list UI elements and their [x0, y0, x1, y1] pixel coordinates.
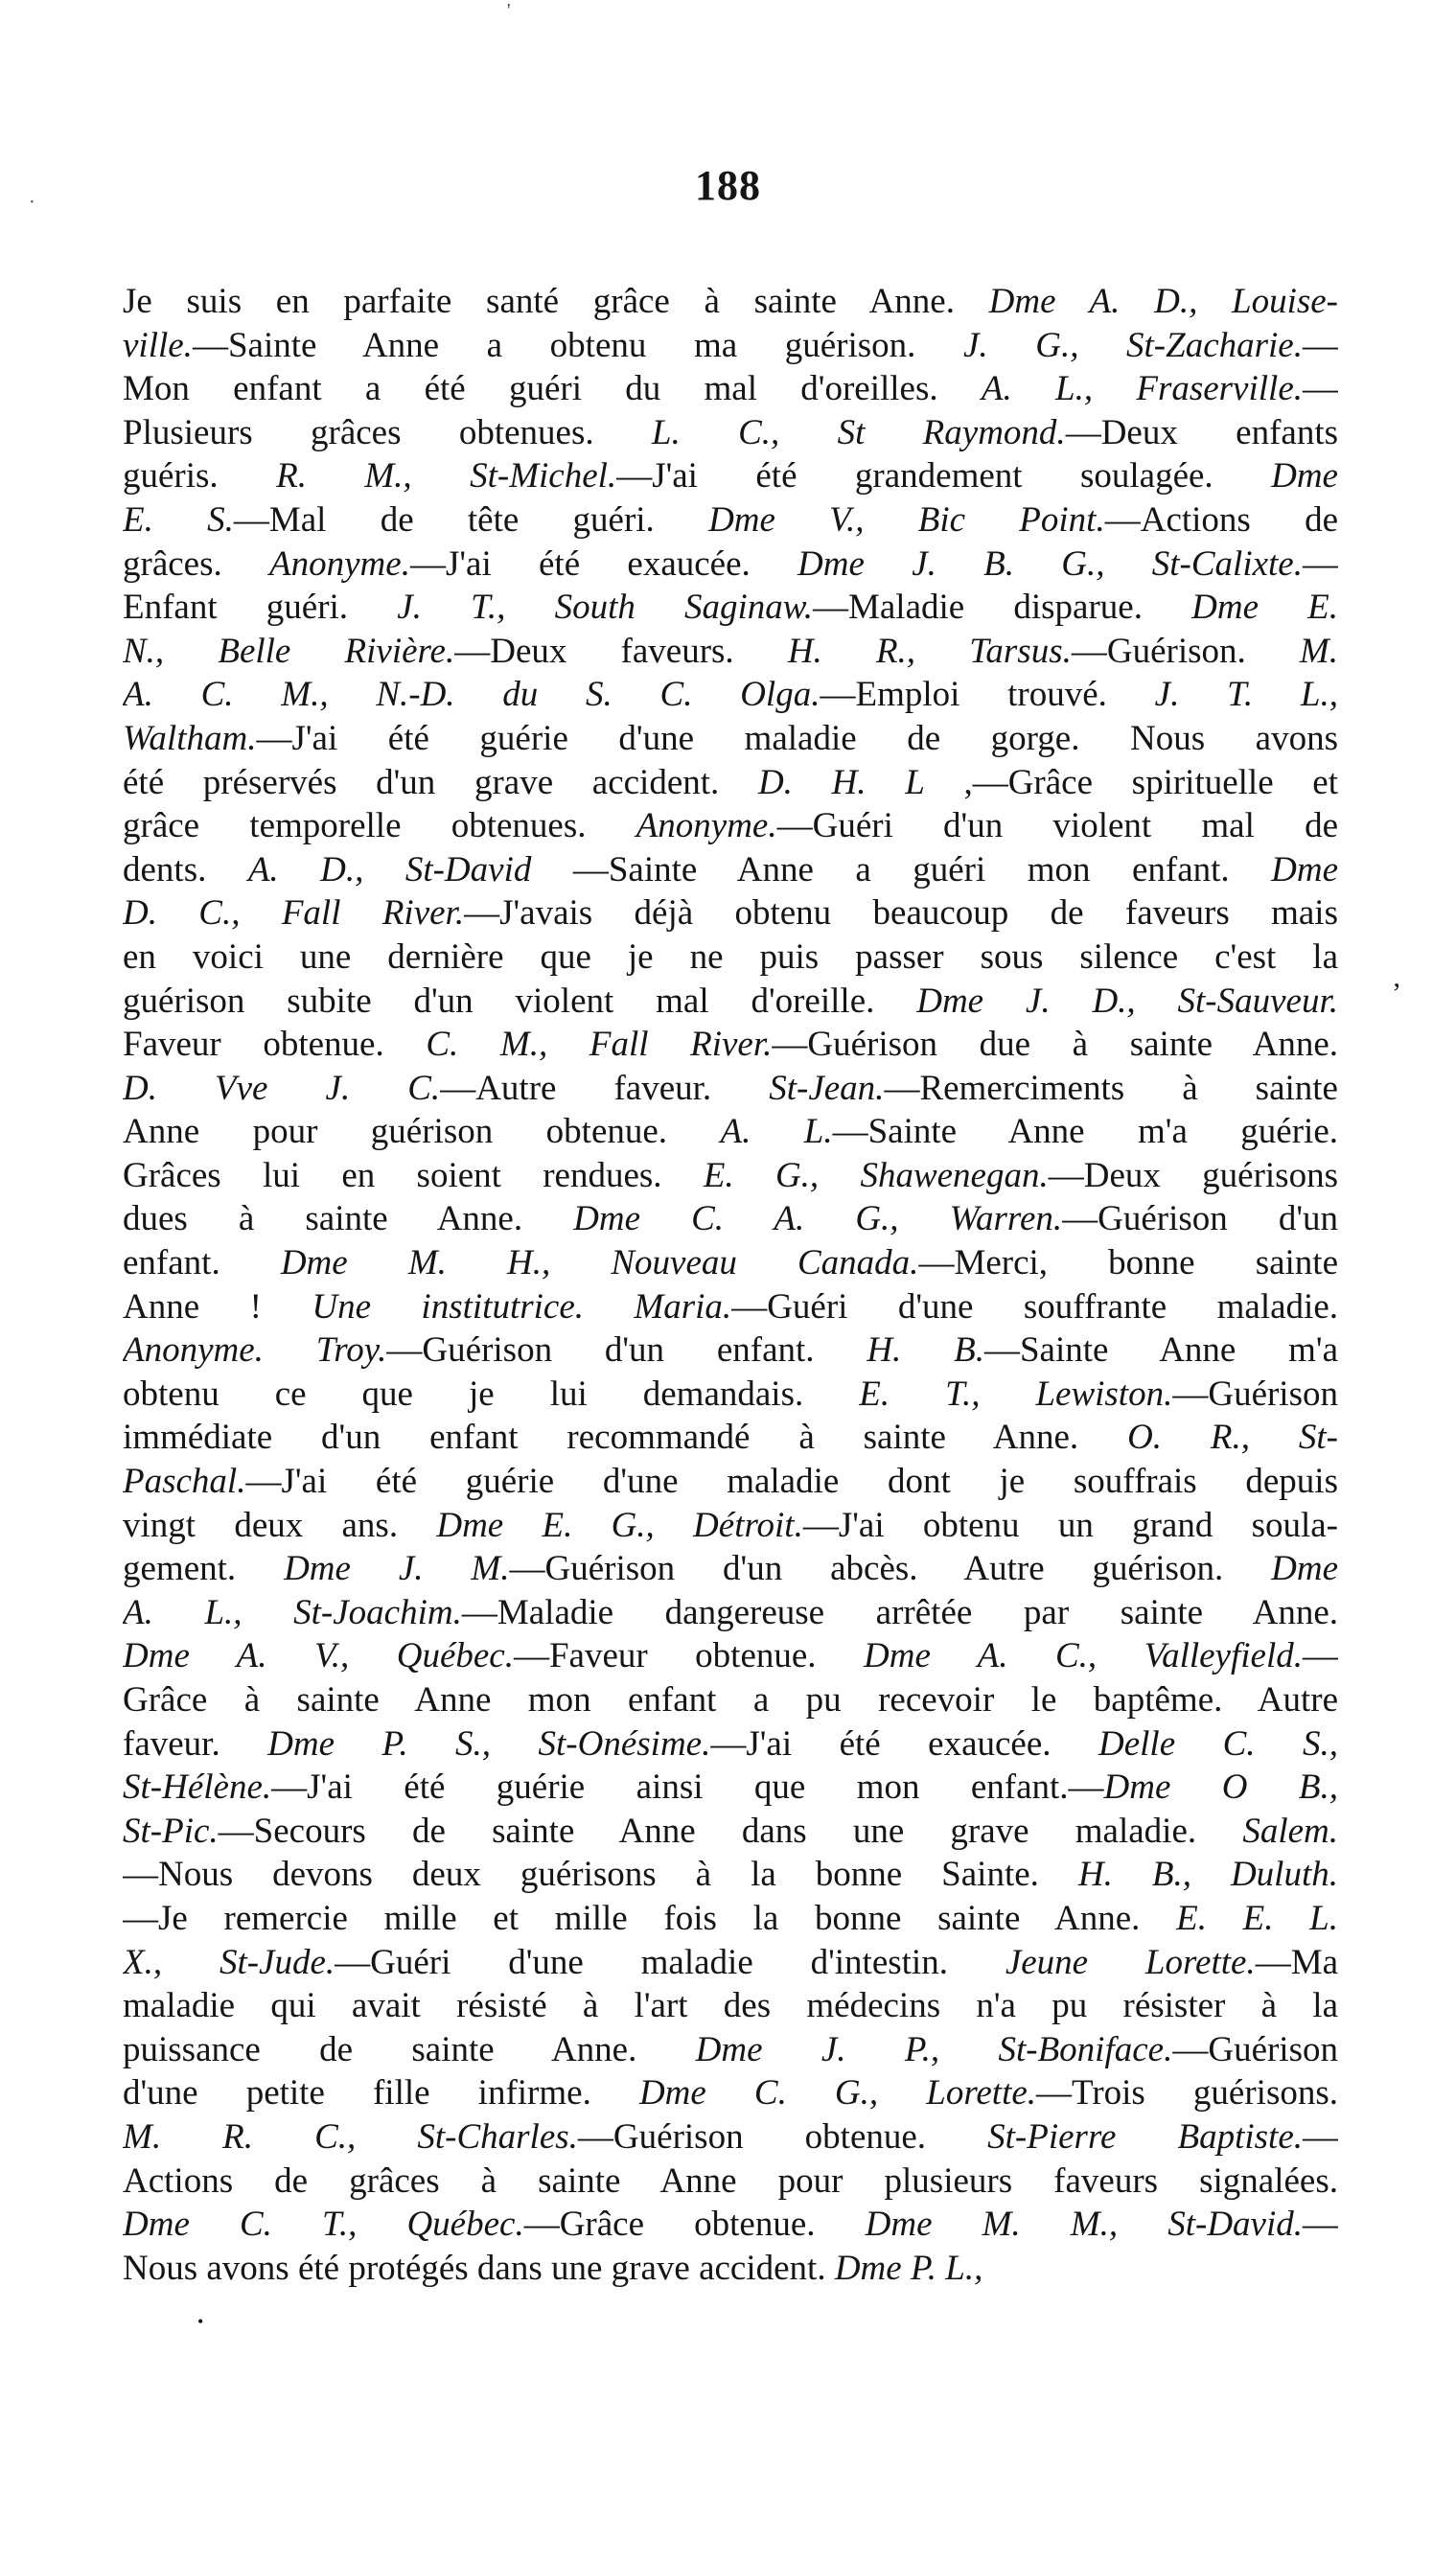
text-run: —: [1303, 1636, 1338, 1676]
text-run: —Trois guérisons.: [1036, 2073, 1338, 2114]
italic-attribution: Dme P. L.,: [834, 2248, 983, 2288]
text-line: [123, 673, 1338, 717]
ink-dot-mark: •: [197, 2312, 204, 2331]
text-run: —Guéri d'une souffrante maladie.: [731, 1286, 1338, 1327]
italic-attribution: L. C., St Raymond.: [651, 412, 1066, 452]
italic-attribution: N., Belle Rivière.: [123, 631, 455, 671]
text-run: gement.: [123, 1549, 285, 1589]
left-edge-mark: ·: [29, 192, 35, 213]
italic-attribution: Dme M. H., Nouveau Canada.: [280, 1243, 919, 1283]
text-run: —Nous devons deux guérisons à la bonne Sainte.: [123, 1855, 1078, 1895]
text-run: —J'ai été grandement soulagée.: [616, 456, 1272, 497]
text-run: dues à sainte Anne.: [123, 1199, 574, 1239]
page-number: 188: [695, 162, 761, 209]
text-line: [123, 1853, 1338, 1897]
text-line: [123, 1023, 1338, 1067]
text-run: —Guérison.: [1071, 631, 1300, 671]
text-run: —: [1303, 369, 1338, 409]
text-line: [123, 1373, 1338, 1417]
italic-attribution: Dme P. S., St-Onésime.: [267, 1723, 711, 1764]
italic-attribution: J. T., South Saginaw.: [397, 588, 813, 628]
text-line: [123, 2160, 1338, 2204]
italic-attribution: Dme J. M.: [284, 1549, 510, 1589]
italic-attribution: Dme M. M., St-David.: [865, 2205, 1303, 2245]
italic-attribution: A. D., St-David: [247, 849, 532, 889]
text-run: —Guéri d'un violent mal de: [776, 806, 1338, 846]
text-line: [123, 543, 1338, 587]
italic-attribution: Dme A. C., Valleyfield.: [864, 1636, 1303, 1676]
text-line: [123, 804, 1338, 848]
italic-attribution: H. B.: [867, 1330, 984, 1371]
italic-attribution: D. H. L: [757, 762, 925, 802]
text-line: [123, 1110, 1338, 1154]
text-run: dents.: [123, 849, 248, 889]
text-run: puissance de sainte Anne.: [123, 2029, 696, 2069]
text-line: [123, 2071, 1338, 2115]
text-line: [123, 936, 1338, 980]
text-line: [123, 1285, 1338, 1329]
text-run: —Deux enfants: [1065, 412, 1338, 452]
text-line: [123, 848, 1338, 892]
text-line: [123, 367, 1338, 411]
italic-attribution: Dme A. D., Louise-: [988, 282, 1338, 321]
text-line: [123, 761, 1338, 805]
text-run: vingt deux ans.: [123, 1505, 437, 1545]
italic-attribution: Dme: [1271, 456, 1338, 497]
italic-attribution: Dme J. P., St-Boniface.: [695, 2029, 1173, 2069]
text-run: —Maladie disparue.: [812, 588, 1192, 628]
text-line: [123, 324, 1338, 368]
text-line: [123, 1416, 1338, 1460]
italic-attribution: Jeune Lorette.: [1005, 1942, 1256, 1982]
text-line: [123, 2028, 1338, 2072]
italic-attribution: E. S.: [123, 499, 234, 540]
italic-attribution: M.: [1299, 631, 1338, 671]
text-run: Je suis en parfaite santé grâce à sainte Anne.: [123, 282, 989, 321]
text-run: —: [1303, 2205, 1338, 2245]
italic-attribution: Delle C. S.,: [1098, 1723, 1338, 1764]
text-run: —J'ai été guérie d'une maladie de gorge. Nous avons: [256, 718, 1338, 758]
text-run: —Guérison d'un abcès. Autre guérison.: [509, 1549, 1272, 1589]
text-run: Nous avons été protégés dans une grave accident.: [123, 2248, 835, 2288]
italic-attribution: Anonyme.: [636, 806, 777, 846]
text-run: Anne pour guérison obtenue.: [123, 1112, 721, 1152]
italic-attribution: Paschal.: [123, 1462, 246, 1502]
text-run: —Remerciments à sainte: [884, 1068, 1338, 1108]
italic-attribution: Dme: [1271, 1549, 1338, 1589]
italic-attribution: Salem.: [1242, 1811, 1338, 1851]
text-line: [123, 1941, 1338, 1985]
text-run: —Autre faveur.: [440, 1068, 770, 1108]
text-run: guéris.: [123, 456, 277, 497]
italic-attribution: Une institutrice. Maria.: [312, 1286, 732, 1327]
text-run: —Deux faveurs.: [454, 631, 788, 671]
text-run: ,—Grâce spirituelle et: [924, 762, 1338, 802]
italic-attribution: J. T. L.,: [1154, 675, 1338, 715]
italic-attribution: Dme: [1271, 849, 1338, 889]
text-run: —J'ai obtenu un grand soula-: [802, 1505, 1338, 1545]
italic-attribution: Dme O B.,: [1103, 1767, 1338, 1808]
text-run: —: [1302, 325, 1338, 365]
text-run: —Guérison obtenue.: [577, 2116, 988, 2157]
text-run: —Sainte Anne a obtenu ma guérison.: [192, 325, 963, 365]
text-run: —Deux guérisons: [1048, 1155, 1338, 1195]
text-run: Grâce à sainte Anne mon enfant a pu recevoir le baptême. Autre: [123, 1680, 1338, 1720]
text-run: —Guérison: [1172, 2029, 1338, 2069]
text-run: obtenu ce que je lui demandais.: [123, 1374, 860, 1414]
text-run: —J'ai été exaucée.: [710, 1723, 1098, 1764]
italic-attribution: H. R., Tarsus.: [787, 631, 1072, 671]
text-line: [123, 411, 1338, 455]
text-line: [123, 1241, 1338, 1285]
italic-attribution: St-Pierre Baptiste.: [987, 2116, 1303, 2157]
text-line: [123, 1067, 1338, 1111]
italic-attribution: E. T., Lewiston.: [859, 1374, 1173, 1414]
text-line: [123, 1460, 1338, 1504]
text-line: [123, 2115, 1338, 2160]
text-run: —Guéri d'une maladie d'intestin.: [335, 1942, 1005, 1982]
text-run: —Guérison due à sainte Anne.: [772, 1025, 1338, 1065]
text-line: [123, 980, 1338, 1024]
italic-attribution: ville.: [123, 325, 193, 365]
text-line: [123, 1634, 1338, 1678]
text-run: —Maladie dangereuse arrêtée par sainte Anne.: [461, 1592, 1338, 1632]
text-run: Plusieurs grâces obtenues.: [123, 412, 652, 452]
italic-attribution: J. G., St-Zacharie.: [962, 325, 1303, 365]
text-line: [123, 1722, 1338, 1767]
body-text: [123, 280, 1338, 2290]
text-run: —Sainte Anne m'a guérie.: [832, 1112, 1338, 1152]
text-run: —Guérison d'un: [1062, 1199, 1338, 1239]
italic-attribution: St-Jean.: [769, 1068, 885, 1108]
text-line: [123, 1897, 1338, 1941]
italic-attribution: Dme V., Bic Point.: [708, 499, 1105, 540]
text-run: —Grâce obtenue.: [523, 2205, 866, 2245]
text-run: —Actions de: [1104, 499, 1338, 540]
italic-attribution: Dme C. T., Québec.: [123, 2205, 524, 2245]
italic-attribution: Waltham.: [123, 718, 257, 758]
italic-attribution: A. L., Fraserville.: [981, 369, 1303, 409]
italic-attribution: Dme C. G., Lorette.: [638, 2073, 1037, 2114]
text-line: [123, 630, 1338, 674]
italic-attribution: E. G., Shawenegan.: [703, 1155, 1049, 1195]
text-run: faveur.: [123, 1723, 268, 1764]
text-run: Mon enfant a été guéri du mal d'oreilles.: [123, 369, 982, 409]
text-run: —Merci, bonne sainte: [918, 1243, 1338, 1283]
text-run: Anne !: [123, 1286, 312, 1327]
italic-attribution: D. C., Fall River.: [123, 893, 465, 934]
italic-attribution: A. L.: [720, 1112, 833, 1152]
text-line: [123, 1678, 1338, 1722]
text-line: [123, 1547, 1338, 1591]
text-run: enfant.: [123, 1243, 281, 1283]
text-run: Grâces lui en soient rendues.: [123, 1155, 704, 1195]
text-run: Faveur obtenue.: [123, 1025, 427, 1065]
text-line: [123, 1504, 1338, 1548]
text-run: —J'ai été guérie d'une maladie dont je souffrais depuis: [245, 1462, 1338, 1502]
text-run: Enfant guéri.: [123, 588, 398, 628]
text-run: immédiate d'un enfant recommandé à sainte Anne.: [123, 1418, 1128, 1458]
italic-attribution: E. E. L.: [1176, 1898, 1338, 1938]
margin-tick-mark: ʼ: [1392, 978, 1401, 1009]
italic-attribution: Dme A. V., Québec.: [123, 1636, 514, 1676]
text-run: —Sainte Anne a guéri mon enfant.: [531, 849, 1272, 889]
text-run: été préservés d'un grave accident.: [123, 762, 758, 802]
text-run: —Secours de sainte Anne dans une grave maladie.: [218, 1811, 1243, 1851]
text-line: [123, 454, 1338, 498]
text-line: [123, 1810, 1338, 1854]
italic-attribution: H. B., Duluth.: [1077, 1855, 1338, 1895]
text-run: —: [1303, 2116, 1338, 2157]
italic-attribution: Dme E. G., Détroit.: [436, 1505, 803, 1545]
text-line: [123, 1197, 1338, 1241]
italic-attribution: Dme E.: [1191, 588, 1338, 628]
text-line: [123, 717, 1338, 761]
text-run: guérison subite d'un violent mal d'oreille.: [123, 981, 917, 1021]
text-line: [123, 280, 1338, 324]
text-line: [123, 1591, 1338, 1635]
text-run: en voici une dernière que je ne puis passer sous silence c'est la: [123, 936, 1338, 977]
text-run: maladie qui avait résisté à l'art des médecins n'a pu résister à la: [123, 1986, 1338, 2026]
text-line: [123, 891, 1338, 936]
text-line: [123, 1984, 1338, 2028]
text-line: [123, 1328, 1338, 1373]
text-line: [123, 2247, 1338, 2291]
text-run: —Faveur obtenue.: [513, 1636, 864, 1676]
text-run: —Sainte Anne m'a: [983, 1330, 1338, 1371]
italic-attribution: Anonyme. Troy.: [123, 1330, 387, 1371]
text-run: —Guérison d'un enfant.: [386, 1330, 867, 1371]
italic-attribution: R. M., St-Michel.: [276, 456, 617, 497]
text-run: —Mal de tête guéri.: [233, 499, 709, 540]
text-run: Actions de grâces à sainte Anne pour plusieurs faveurs signalées.: [123, 2160, 1338, 2201]
text-run: —Je remercie mille et mille fois la bonne sainte Anne.: [123, 1898, 1177, 1938]
italic-attribution: A. C. M., N.-D. du S. C. Olga.: [123, 675, 820, 715]
italic-attribution: St-Hélène.: [123, 1767, 272, 1808]
italic-attribution: X., St-Jude.: [123, 1942, 335, 1982]
top-tick-mark: ': [507, 0, 511, 21]
italic-attribution: C. M., Fall River.: [426, 1025, 773, 1065]
italic-attribution: D. Vve J. C.: [123, 1068, 441, 1108]
text-run: grâce temporelle obtenues.: [123, 806, 636, 846]
italic-attribution: Anonyme.: [269, 543, 410, 584]
text-line: [123, 2203, 1338, 2247]
text-run: —Guérison: [1172, 1374, 1338, 1414]
text-run: —J'ai été guérie ainsi que mon enfant.—: [271, 1767, 1104, 1808]
text-run: —Ma: [1255, 1942, 1338, 1982]
italic-attribution: M. R. C., St-Charles.: [123, 2116, 578, 2157]
italic-attribution: O. R., St-: [1127, 1418, 1338, 1458]
italic-attribution: Dme C. A. G., Warren.: [573, 1199, 1063, 1239]
italic-attribution: St-Pic.: [123, 1811, 219, 1851]
text-line: [123, 1766, 1338, 1810]
text-run: grâces.: [123, 543, 270, 584]
text-run: —Emploi trouvé.: [820, 675, 1155, 715]
text-run: —J'ai été exaucée.: [409, 543, 798, 584]
text-line: [123, 586, 1338, 630]
italic-attribution: Dme J. D., St-Sauveur.: [916, 981, 1338, 1021]
text-run: —: [1302, 543, 1338, 584]
text-line: [123, 498, 1338, 543]
italic-attribution: Dme J. B. G., St-Calixte.: [797, 543, 1303, 584]
italic-attribution: A. L., St-Joachim.: [123, 1592, 462, 1632]
text-line: [123, 1154, 1338, 1198]
text-run: d'une petite fille infirme.: [123, 2073, 639, 2114]
text-run: —J'avais déjà obtenu beaucoup de faveurs mais: [464, 893, 1338, 934]
